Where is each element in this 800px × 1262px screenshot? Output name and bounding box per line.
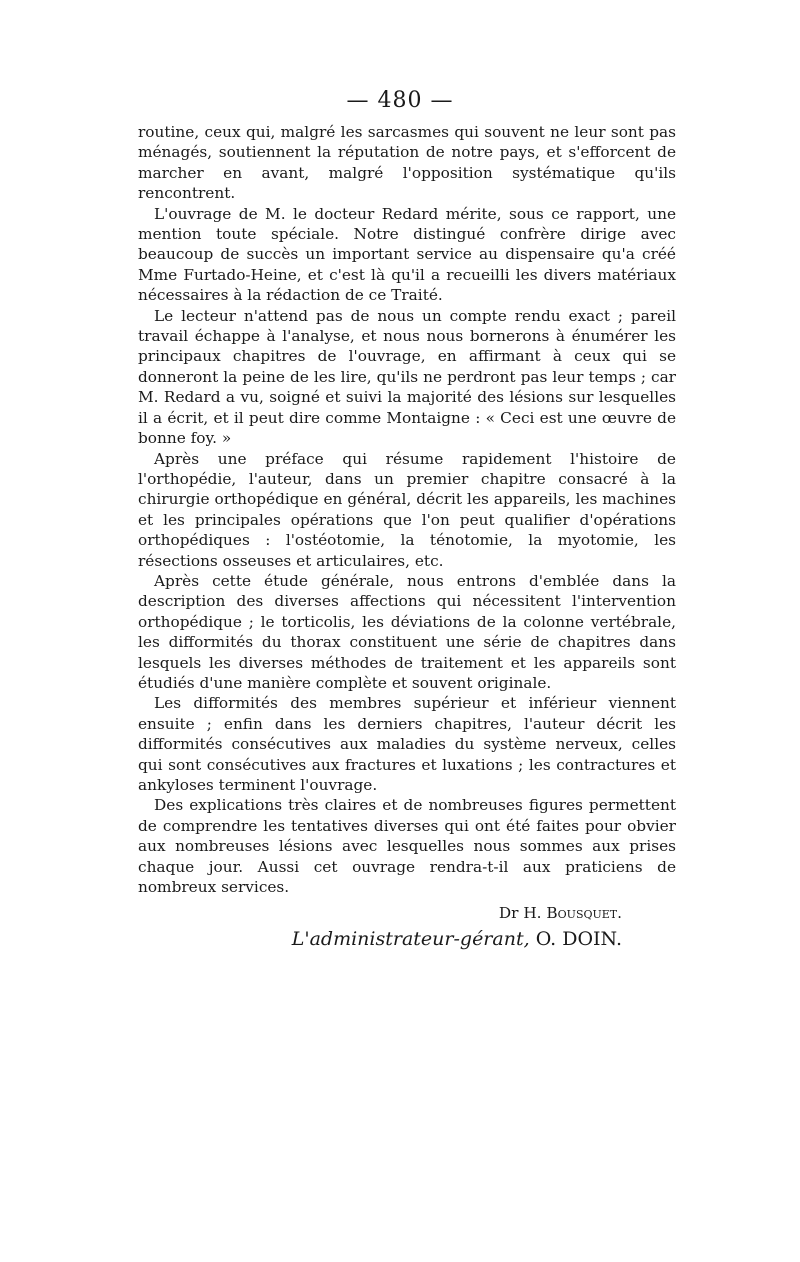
- signature-name: H. Bousquet.: [523, 904, 622, 923]
- publisher-name: O. DOIN.: [535, 928, 622, 950]
- paragraph-1: routine, ceux qui, malgré les sarcasmes qui souvent ne leur sont pas ménagés, soutiennent la réputation de notre pays, et s'efforcent de marcher en avant, malgré l'opposition systématique qu'ils rencontrent.: [138, 123, 676, 203]
- page-number: — 480 —: [346, 88, 454, 113]
- paragraph-7: Des explications très claires et de nombreuses figures permettent de comprendre les tentatives diverses qui ont été faites pour obvier aux nombreuses lésions avec lesquelles nous sommes aux prises chaque jour. Aussi cet ouvrage rendra-t-il aux praticiens de nombreux services.: [138, 796, 676, 897]
- paragraph-3: Le lecteur n'attend pas de nous un compte rendu exact ; pareil travail échappe à l'analyse, et nous nous bornerons à énumérer les principaux chapitres de l'ouvrage, en affirmant à ceux qui se donneront la peine de les lire, qu'ils ne perdront pas leur temps ; car M. Redard a vu, soigné et suivi la majorité des lésions sur lesquelles il a écrit, et il peut dire comme Montaigne : « Ceci est une œuvre de bonne foy. »: [138, 306, 676, 448]
- article-body: [138, 122, 676, 924]
- signature: [138, 903, 676, 923]
- publisher-line: [138, 928, 622, 950]
- paragraph-4: Après une préface qui résume rapidement l'histoire de l'orthopédie, l'auteur, dans un premier chapitre consacré à la chirurgie orthopédique en général, décrit les appareils, les machines et les principales opérations que l'on peut qualifier d'opérations orthopédiques : l'ostéotomie, la ténotomie, la myotomie, les résections osseuses et articulaires, etc.: [138, 449, 676, 570]
- signature-prefix: Dr: [498, 904, 519, 923]
- publisher-role: L'administrateur-gérant,: [291, 928, 530, 950]
- paragraph-6: Les difformités des membres supérieur et inférieur viennent ensuite ; enfin dans les derniers chapitres, l'auteur décrit les difformités consécutives aux maladies du système nerveux, celles qui sont consécutives aux fractures et luxations ; les contractures et ankyloses terminent l'ouvrage.: [138, 694, 676, 794]
- paragraph-5: Après cette étude générale, nous entrons d'emblée dans la description des diverses affections qui nécessitent l'intervention orthopédique ; le torticolis, les déviations de la colonne vertébrale, les difformités du thorax constituent une série de chapitres dans lesquels les diverses méthodes de traitement et les appareils sont étudiés d'une manière complète et souvent originale.: [138, 571, 676, 692]
- paragraph-2: L'ouvrage de M. le docteur Redard mérite, sous ce rapport, une mention toute spéciale. Notre distingué confrère dirige avec beaucoup de succès un important service au dispensaire qu'a créé Mme Furtado-Heine, et c'est là qu'il a recueilli les divers matériaux nécessaires à la rédaction de ce Traité.: [138, 204, 676, 305]
